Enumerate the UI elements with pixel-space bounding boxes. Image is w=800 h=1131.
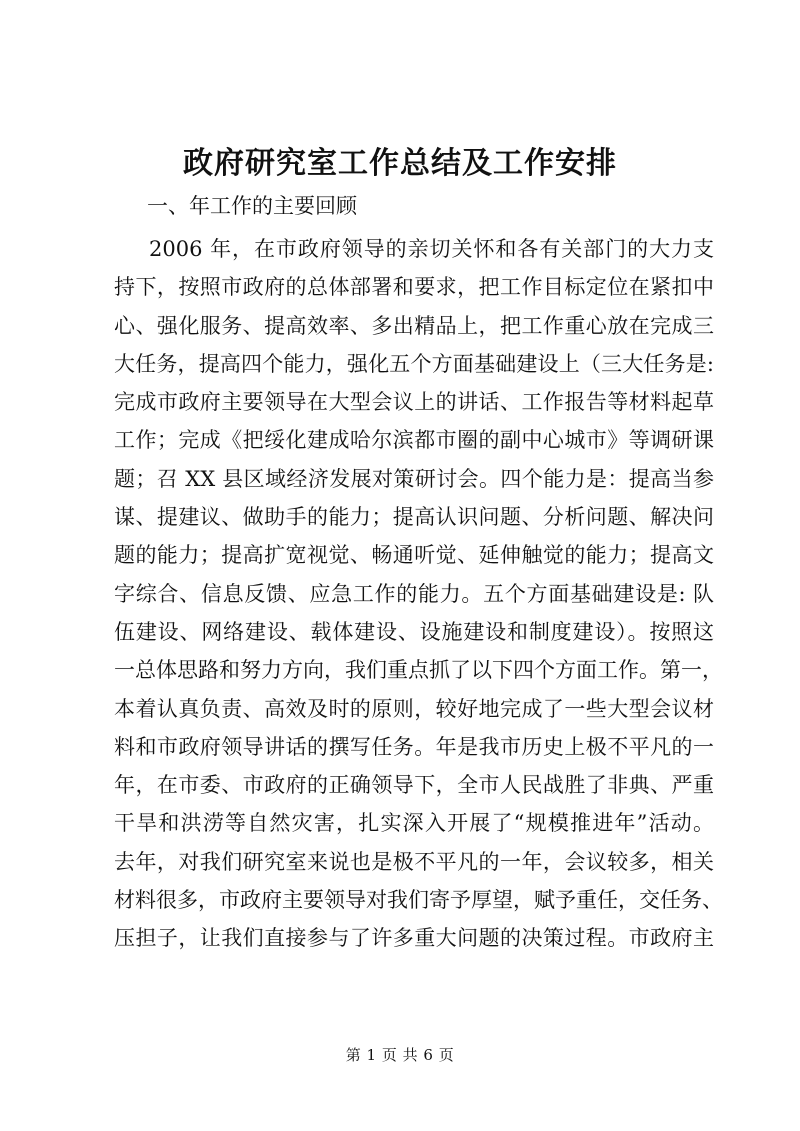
body-line: 完成市政府主要领导在大型会议上的讲话、工作报告等材料起草 — [114, 390, 714, 415]
body-line: 一总体思路和努力方向，我们重点抓了以下四个方面工作。第一， — [114, 658, 723, 683]
page-footer: 第 1 页 共 6 页 — [345, 1046, 455, 1064]
body-line: 题；召 XX 县区域经济发展对策研讨会。四个能力是：提高当参 — [114, 466, 714, 491]
section-heading: 一、年工作的主要回顾 — [147, 194, 357, 218]
document-title: 政府研究室工作总结及工作安排 — [183, 146, 617, 181]
body-line: 谋、提建议、做助手的能力；提高认识问题、分析问题、解决问 — [114, 505, 714, 530]
body-line: 去年，对我们研究室来说也是极不平凡的一年，会议较多，相关 — [114, 849, 714, 874]
body-text — [114, 230, 723, 958]
body-line: 干旱和洪涝等自然灾害，扎实深入开展了“规模推进年”活动。 — [114, 811, 714, 836]
body-line: 压担子，让我们直接参与了许多重大问题的决策过程。市政府主 — [114, 926, 714, 951]
body-line: 2006 年，在市政府领导的亲切关怀和各有关部门的大力支 — [149, 237, 714, 261]
body-line: 持下，按照市政府的总体部署和要求，把工作目标定位在紧扣中 — [114, 275, 714, 300]
body-line: 字综合、信息反馈、应急工作的能力。五个方面基础建设是: 队 — [114, 581, 714, 606]
body-line: 材料很多，市政府主要领导对我们寄予厚望，赋予重任，交任务、 — [114, 888, 723, 913]
body-line: 题的能力；提高扩宽视觉、畅通听觉、延伸触觉的能力；提高文 — [114, 543, 714, 568]
body-line: 本着认真负责、高效及时的原则，较好地完成了一些大型会议材 — [114, 696, 714, 721]
body-line: 料和市政府领导讲话的撰写任务。年是我市历史上极不平凡的一 — [114, 734, 714, 759]
body-line: 工作；完成《把绥化建成哈尔滨都市圈的副中心城市》等调研课 — [114, 428, 714, 453]
body-line: 大任务，提高四个能力，强化五个方面基础建设上（三大任务是: — [114, 351, 714, 376]
body-line: 心、强化服务、提高效率、多出精品上，把工作重心放在完成三 — [114, 313, 714, 338]
body-line: 伍建设、网络建设、载体建设、设施建设和制度建设）。按照这 — [114, 619, 714, 644]
body-line: 年，在市委、市政府的正确领导下，全市人民战胜了非典、严重 — [114, 773, 714, 798]
